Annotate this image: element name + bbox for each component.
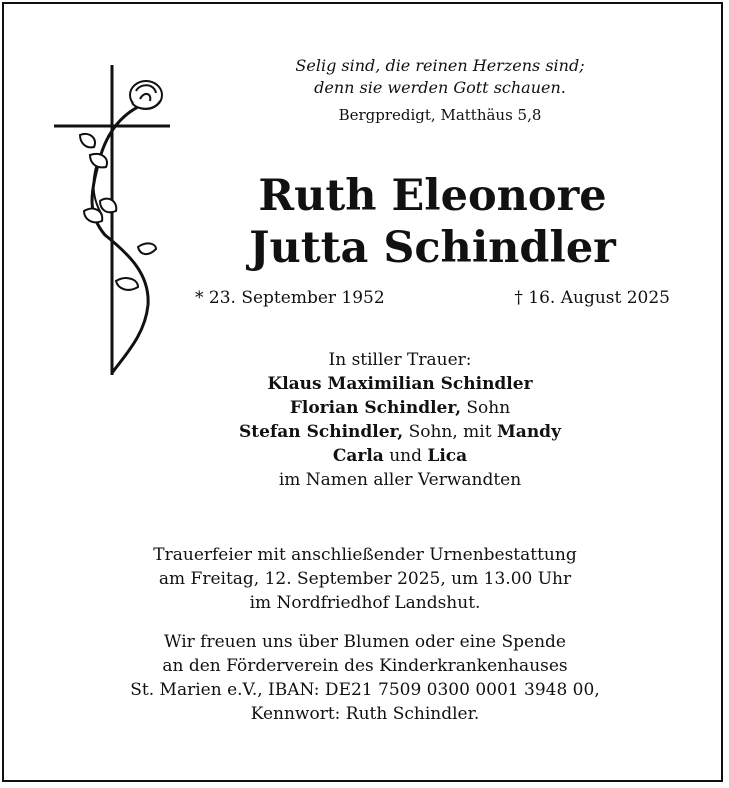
quote-line-1: Selig sind, die reinen Herzens sind; [295, 56, 585, 75]
mourner-name: Mandy [496, 422, 561, 442]
mourners-section [160, 348, 640, 492]
mourner-relation: Sohn [461, 398, 511, 418]
mourner-name: Klaus Maximilian Schindler [267, 374, 533, 394]
mourner-line [160, 444, 640, 468]
cross-with-rose-icon [50, 55, 180, 380]
mourners-closing: im Namen aller Verwandten [278, 470, 522, 490]
donation-line-3: St. Marien e.V., IBAN: DE21 7509 0300 0001 3948 00, [130, 680, 600, 700]
death-date: † 16. August 2025 [514, 288, 670, 308]
name-line-2: Jutta Schindler [249, 223, 616, 273]
mourner-name: Carla [332, 446, 384, 466]
donation-info [60, 630, 670, 726]
funeral-service-info [60, 543, 670, 615]
mourner-name: Florian Schindler, [289, 398, 461, 418]
quote-line-2: denn sie werden Gott schauen. [314, 78, 566, 97]
service-line-3: im Nordfriedhof Landshut. [249, 593, 481, 613]
mourner-name: Stefan Schindler, [239, 422, 404, 442]
mourner-line [160, 372, 640, 396]
deceased-name [225, 170, 640, 274]
service-line-1: Trauerfeier mit anschließender Urnenbestattung [153, 545, 577, 565]
donation-line-1: Wir freuen uns über Blumen oder eine Spende [164, 632, 566, 652]
birth-date: * 23. September 1952 [195, 288, 385, 308]
life-dates [195, 288, 670, 308]
name-line-1: Ruth Eleonore [258, 171, 607, 221]
scripture-quote [225, 55, 655, 99]
mourner-conjunction: und [383, 446, 428, 466]
mourner-line [160, 396, 640, 420]
quote-source: Bergpredigt, Matthäus 5,8 [338, 106, 542, 124]
service-line-2: am Freitag, 12. September 2025, um 13.00 Uhr [158, 569, 572, 589]
mourner-name: Lica [427, 446, 468, 466]
donation-line-4: Kennwort: Ruth Schindler. [250, 704, 480, 724]
mourners-intro: In stiller Trauer: [328, 350, 472, 370]
mourner-line [160, 420, 640, 444]
donation-line-2: an den Förderverein des Kinderkrankenhauses [162, 656, 568, 676]
mourner-relation: Sohn, mit [403, 422, 497, 442]
